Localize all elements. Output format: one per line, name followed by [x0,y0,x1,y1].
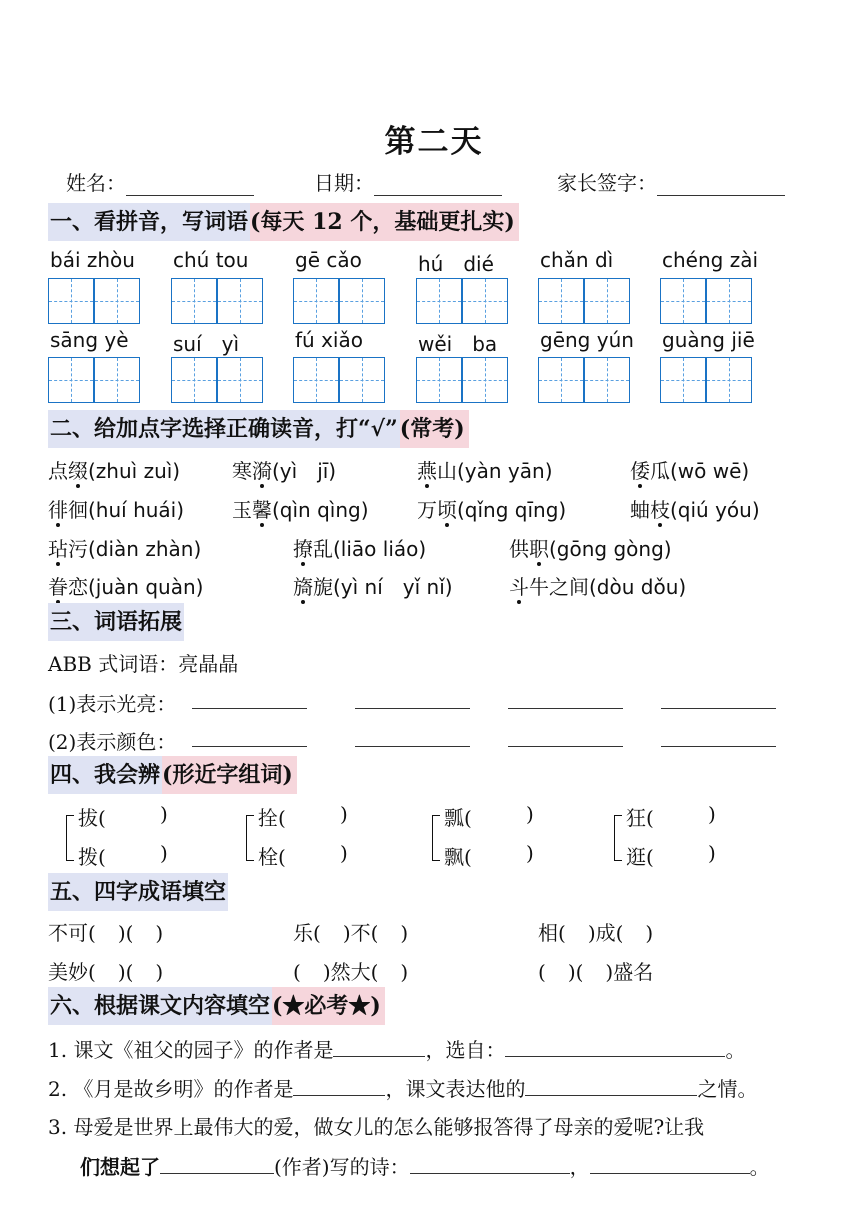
idiom-part: ) [155,960,164,984]
dotted-char: 徘 [48,494,68,523]
section-4-heading: 四、我会辨(形近字组词) [48,756,297,794]
writing-cell[interactable] [293,278,339,324]
reading-pinyin-options: (diàn zhàn) [88,537,202,561]
writing-cell[interactable] [660,278,706,324]
reading-item[interactable] [48,571,203,600]
dotted-char: 缀 [68,455,88,484]
pinyin-label: chǎn dì [540,248,614,272]
abb-blank[interactable] [508,746,623,747]
idiom-part: ) [400,921,409,945]
idiom-part: )( [117,960,134,984]
reading-char: 旎 [313,575,333,599]
pinyin-label: hú dié [418,252,494,276]
dotted-char: 眷 [48,571,68,600]
writing-cell[interactable] [660,357,706,403]
pinyin-label: wěi ba [418,332,498,356]
similar-char-item[interactable] [444,802,534,831]
idiom-part: ) [400,960,409,984]
idiom-part: )( [567,960,584,984]
writing-cell[interactable] [339,357,385,403]
section-3-heading: 三、词语拓展 [48,603,184,641]
date-blank[interactable] [374,175,502,196]
reading-char: 牛之间 [529,575,589,599]
idiom-part: 美妙( [48,960,96,984]
writing-cell[interactable] [538,357,584,403]
reading-item[interactable] [293,533,426,562]
question-3-cont: 们想起了 (作者)写的诗： ， 。 [80,1155,770,1179]
pinyin-label: fú xiǎo [295,328,363,352]
writing-cell[interactable] [293,357,339,403]
idiom-part: ( [293,960,301,984]
writing-cell[interactable] [416,278,462,324]
reading-pinyin-options: (yàn yān) [457,459,553,483]
abb-light-row [48,688,176,717]
pinyin-label: suí yì [173,332,240,356]
writing-cell[interactable] [94,278,140,324]
dotted-char: 职 [529,533,549,562]
reading-item[interactable] [293,571,453,600]
close-paren: ) [160,802,168,826]
name-field[interactable] [66,167,254,196]
section-6-heading: 六、根据课文内容填空(★必考★) [48,987,385,1025]
pinyin-label: chú tou [173,248,249,272]
reading-char: 山 [437,459,457,483]
abb-blank[interactable] [355,746,470,747]
writing-cell[interactable] [706,278,752,324]
idiom-item[interactable] [48,917,163,946]
writing-cell[interactable] [171,357,217,403]
reading-pinyin-options: (yì jī) [272,459,337,483]
pinyin-label: guàng jiē [662,328,755,352]
idiom-part: )不( [342,921,379,945]
dotted-char: 旖 [293,571,313,600]
reading-pinyin-options: (juàn quàn) [88,575,204,599]
reading-item[interactable] [417,494,566,523]
pinyin-label: chéng zài [662,248,759,272]
reading-pinyin-options: (zhuì zuì) [88,459,181,483]
writing-cell[interactable] [339,278,385,324]
reading-char: 蚰 [630,498,650,522]
idiom-part: ) [155,921,164,945]
abb-blank[interactable] [661,746,776,747]
pinyin-label: sāng yè [50,328,129,352]
close-paren: ) [340,802,348,826]
close-paren: ) [526,802,534,826]
reading-item[interactable] [232,494,369,523]
writing-cell[interactable] [462,357,508,403]
dotted-char: 馨 [252,494,272,523]
question-2: 2. 《月是故乡明》的作者是 ，课文表达他的 之情。 [48,1077,758,1101]
idiom-item[interactable] [48,956,163,985]
pinyin-label: bái zhòu [50,248,135,272]
writing-cell[interactable] [48,278,94,324]
writing-cell[interactable] [171,278,217,324]
writing-cell[interactable] [416,357,462,403]
bracket [614,815,622,861]
section-2-heading: 二、给加点字选择正确读音，打“√”(常考) [48,410,469,448]
reading-char: 污 [68,537,88,561]
similar-char: 拨( [78,845,106,869]
similar-char: 狂( [626,806,654,830]
abb-light-label: (1)表示光亮： [48,692,177,716]
pinyin-label: gēng yún [540,328,634,352]
q3-poem-blank-1[interactable] [410,1155,570,1174]
writing-cell[interactable] [584,278,630,324]
similar-char: 栓( [258,845,286,869]
writing-cell[interactable] [217,278,263,324]
similar-char-item[interactable] [258,802,348,831]
name-label: 姓名： [66,171,126,195]
reading-pinyin-options: (liāo liáo) [333,537,427,561]
date-label: 日期： [314,171,374,195]
abb-blank[interactable] [192,708,307,709]
similar-char: 逛( [626,845,654,869]
q1-author-blank[interactable] [333,1038,425,1057]
question-1: 1. 课文《祖父的园子》的作者是 ，选自： 。 [48,1038,746,1062]
reading-item[interactable] [630,455,749,484]
reading-item[interactable] [48,494,184,523]
reading-item[interactable] [630,494,760,523]
reading-pinyin-options: (qìn qìng) [272,498,369,522]
reading-pinyin-options: (yì ní yǐ nǐ) [333,575,453,599]
parent-sign-blank[interactable] [657,175,785,196]
reading-item[interactable] [48,455,180,484]
reading-item[interactable] [509,571,686,600]
similar-char-item[interactable] [626,841,716,870]
date-field[interactable] [314,167,502,196]
idiom-part: 乐( [293,921,321,945]
dotted-char: 倭 [630,455,650,484]
idiom-part: )( [117,921,134,945]
reading-pinyin-options: (qiú yóu) [670,498,760,522]
similar-char-item[interactable] [444,841,534,870]
q3-author-blank[interactable] [160,1155,274,1174]
idiom-part: )成( [587,921,624,945]
similar-char-item[interactable] [78,841,168,870]
name-blank[interactable] [126,175,254,196]
similar-char: 飘( [444,845,472,869]
idiom-part: 相( [538,921,566,945]
idiom-item[interactable] [293,956,408,985]
abb-intro: ABB 式词语：亮晶晶 [48,652,239,676]
reading-char: 供 [509,537,529,561]
close-paren: ) [708,841,716,865]
abb-blank[interactable] [192,746,307,747]
bracket [432,815,440,861]
reading-pinyin-options: (qǐng qīng) [457,498,567,522]
parent-sign-label: 家长签字： [557,171,657,195]
reading-char: 寒 [232,459,252,483]
reading-char: 点 [48,459,68,483]
abb-color-row [48,726,176,755]
q2-author-blank[interactable] [293,1077,385,1096]
section-5-heading: 五、四字成语填空 [48,873,228,911]
pinyin-label: gē cǎo [295,248,362,272]
similar-char-item[interactable] [258,841,348,870]
reading-item[interactable] [509,533,672,562]
idiom-part: 不可( [48,921,96,945]
reading-item[interactable] [417,455,553,484]
close-paren: ) [708,802,716,826]
writing-cell[interactable] [48,357,94,403]
dotted-char: 漪 [252,455,272,484]
reading-item[interactable] [232,455,336,484]
idiom-item[interactable] [293,917,408,946]
reading-char: 玉 [232,498,252,522]
writing-cell[interactable] [538,278,584,324]
dotted-char: 斗 [509,571,529,600]
dotted-char: 燕 [417,455,437,484]
idiom-part: ( [538,960,546,984]
reading-char: 瓜 [650,459,670,483]
idiom-part: ) [645,921,654,945]
reading-char: 万 [417,498,437,522]
dotted-char: 枝 [650,494,670,523]
reading-char: 徊 [68,498,88,522]
dotted-char: 撩 [293,533,313,562]
abb-color-label: (2)表示颜色： [48,730,177,754]
reading-char: 乱 [313,537,333,561]
similar-char-item[interactable] [626,802,716,831]
writing-cell[interactable] [217,357,263,403]
idiom-part: )盛名 [605,960,654,984]
close-paren: ) [340,841,348,865]
dotted-char: 玷 [48,533,68,562]
question-3: 3. 母爱是世界上最伟大的爱，做女儿的怎么能够报答得了母亲的爱呢?让我 [48,1115,705,1139]
similar-char: 瓢( [444,806,472,830]
page-title: 第二天 [384,124,484,160]
q1-source-blank[interactable] [505,1038,725,1057]
reading-pinyin-options: (gōng gòng) [549,537,672,561]
parent-sign-field[interactable] [557,167,785,196]
dotted-char: 顷 [437,494,457,523]
abb-blank[interactable] [355,708,470,709]
bracket [246,815,254,861]
idiom-item[interactable] [538,956,653,985]
close-paren: ) [526,841,534,865]
idiom-part: )然大( [322,960,379,984]
close-paren: ) [160,841,168,865]
reading-item[interactable] [48,533,201,562]
reading-pinyin-options: (huí huái) [88,498,185,522]
writing-cell[interactable] [706,357,752,403]
abb-blank[interactable] [661,708,776,709]
similar-char-item[interactable] [78,802,168,831]
abb-blank[interactable] [508,708,623,709]
reading-char: 恋 [68,575,88,599]
reading-pinyin-options: (wō wē) [670,459,750,483]
section-1-heading: 一、看拼音，写词语(每天 12 个，基础更扎实) [48,203,519,241]
q2-feeling-blank[interactable] [525,1077,697,1096]
bracket [66,815,74,861]
idiom-item[interactable] [538,917,653,946]
similar-char: 拴( [258,806,286,830]
writing-cell[interactable] [584,357,630,403]
q3-poem-blank-2[interactable] [590,1155,750,1174]
reading-pinyin-options: (dòu dǒu) [589,575,687,599]
similar-char: 拔( [78,806,106,830]
writing-cell[interactable] [94,357,140,403]
writing-cell[interactable] [462,278,508,324]
